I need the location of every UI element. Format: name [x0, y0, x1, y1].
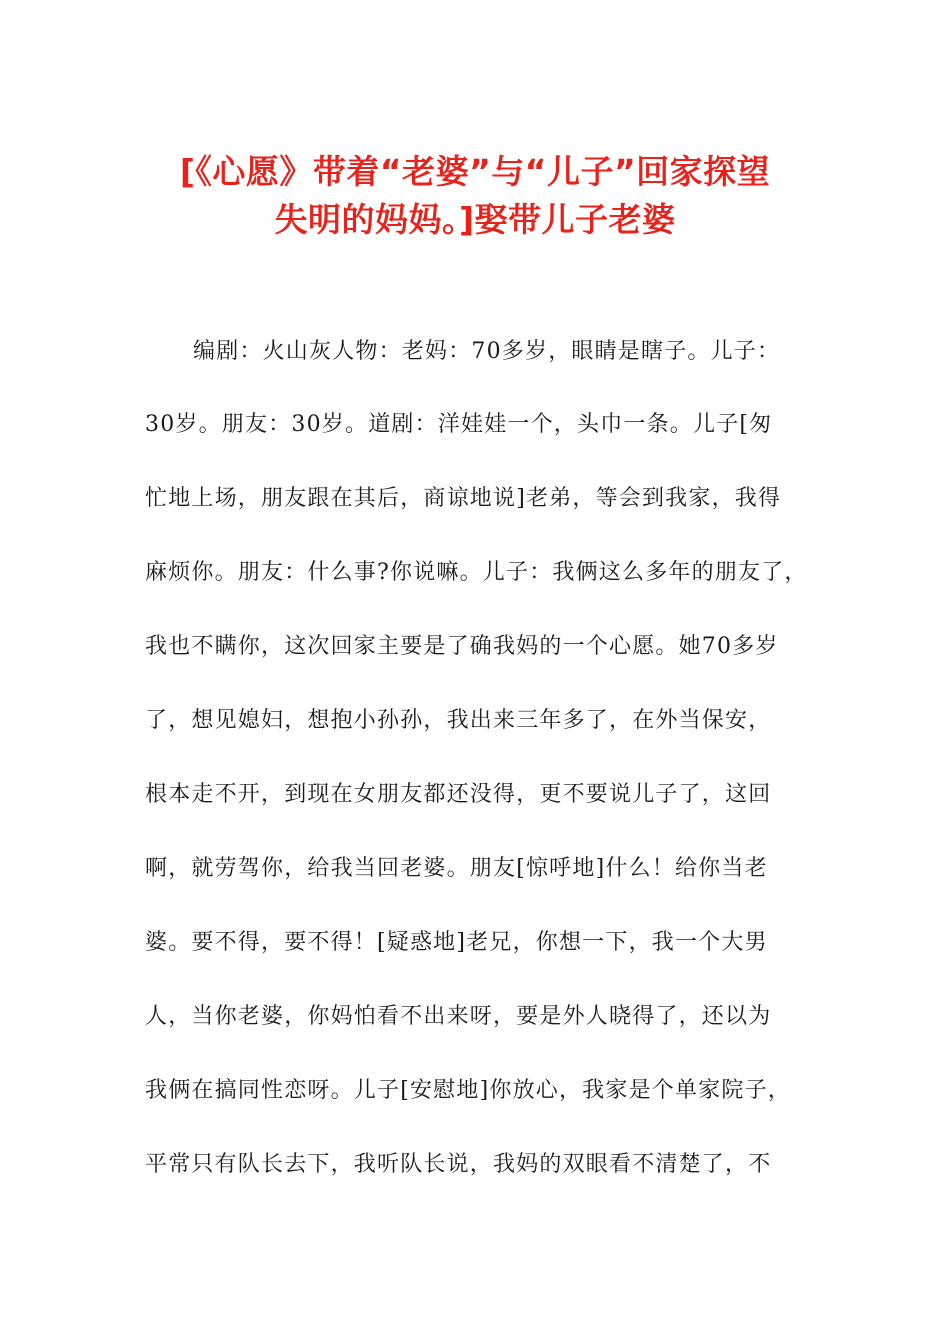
- paragraph-line-8: 啊，就劳驾你，给我当回老婆。朋友[惊呼地]什么！给你当老: [145, 856, 768, 881]
- paragraph-line-12: 平常只有队长去下，我听队长说，我妈的双眼看不清楚了，不: [145, 1152, 772, 1177]
- paragraph-line-9: 婆。要不得，要不得！[疑惑地]老兄，你想一下，我一个大男: [145, 930, 768, 955]
- document-title-line-1: [《心愿》带着“老婆”与“儿子”回家探望: [179, 152, 771, 191]
- paragraph-line-7: 根本走不开，到现在女朋友都还没得，更不要说儿子了，这回: [145, 782, 772, 807]
- paragraph-line-4: 麻烦你。朋友：什么事?你说嘛。儿子：我俩这么多年的朋友了，: [145, 560, 808, 585]
- paragraph-line-2: 30岁。朋友：30岁。道剧：洋娃娃一个，头巾一条。儿子[匆: [145, 412, 773, 437]
- paragraph-line-11: 我俩在搞同性恋呀。儿子[安慰地]你放心，我家是个单家院子，: [145, 1078, 791, 1103]
- document-title-line-2: 失明的妈妈。]娶带儿子老婆: [274, 200, 676, 239]
- paragraph-line-10: 人，当你老婆，你妈怕看不出来呀，要是外人晓得了，还以为: [145, 1004, 772, 1029]
- paragraph-line-1: 编剧：火山灰人物：老妈：70多岁，眼睛是瞎子。儿子：: [193, 339, 781, 364]
- paragraph-line-3: 忙地上场，朋友跟在其后，商谅地说]老弟，等会到我家，我得: [145, 486, 782, 511]
- paragraph-line-6: 了，想见媳妇，想抱小孙孙，我出来三年多了，在外当保安，: [145, 708, 772, 733]
- paragraph-line-5: 我也不瞒你，这次回家主要是了确我妈的一个心愿。她70多岁: [145, 634, 779, 659]
